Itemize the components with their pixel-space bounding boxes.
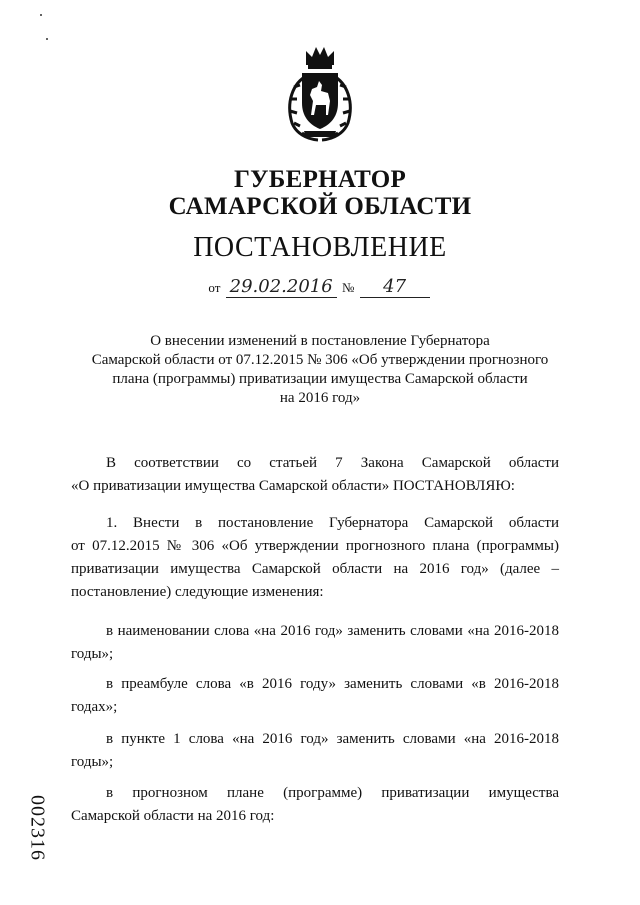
text-line: «О приватизации имущества Самарской области» ПОСТАНОВЛЯЮ: — [71, 478, 515, 494]
side-stamp-number: 002316 — [26, 795, 49, 861]
subject-line: О внесении изменений в постановление Губернатора — [150, 333, 490, 349]
text-line: от 07.12.2015 № 306 «Об утверждении прогнозного плана (программы) — [71, 538, 559, 554]
number-prefix: № — [341, 280, 355, 295]
date-prefix: от — [208, 280, 221, 295]
text-line: годах»; — [71, 699, 118, 715]
paragraph-change-plan — [71, 782, 559, 828]
document-subject — [60, 332, 580, 408]
document-type-title: ПОСТАНОВЛЕНИЕ — [193, 232, 447, 263]
paragraph-change-preamble — [71, 673, 559, 719]
paragraph-item-1 — [71, 512, 559, 604]
scan-speck — [46, 38, 48, 40]
handwritten-number: 47 — [360, 276, 430, 298]
subject-line: плана (программы) приватизации имущества Самарской области — [112, 371, 528, 387]
side-registration-stamp — [18, 788, 56, 868]
text-line: в пункте 1 слова «на 2016 год» заменить словами «на 2016-2018 — [106, 731, 559, 747]
text-line: годы»; — [71, 646, 114, 662]
paragraph-preamble — [71, 452, 559, 498]
paragraph-change-title — [71, 620, 559, 666]
paragraph-change-point-1 — [71, 728, 559, 774]
text-line: приватизации имущества Самарской области на 2016 год» (далее – — [71, 561, 559, 577]
subject-line: на 2016 год» — [279, 390, 361, 406]
text-line: 1. Внести в постановление Губернатора Самарской области — [106, 515, 559, 531]
text-line: В соответствии со статьей 7 Закона Самарской области — [106, 455, 559, 471]
scan-speck — [40, 14, 42, 16]
text-line: в преамбуле слова «в 2016 году» заменить словами «в 2016-2018 — [106, 676, 559, 692]
text-line: в наименовании слова «на 2016 год» заменить словами «на 2016-2018 — [106, 623, 559, 639]
coat-of-arms-emblem — [284, 45, 356, 143]
text-line: годы»; — [71, 754, 114, 770]
text-line: постановление) следующие изменения: — [71, 584, 324, 600]
handwritten-date: 29.02.2016 — [226, 276, 337, 298]
issuer-title-line1: ГУБЕРНАТОР — [233, 166, 407, 193]
date-number-line — [0, 276, 640, 298]
text-line: Самарской области на 2016 год: — [71, 808, 275, 824]
subject-line: Самарской области от 07.12.2015 № 306 «Об утверждении прогнозного — [91, 352, 549, 368]
issuer-title-line2: САМАРСКОЙ ОБЛАСТИ — [168, 193, 472, 220]
text-line: в прогнозном плане (программе) приватизации имущества — [106, 785, 559, 801]
